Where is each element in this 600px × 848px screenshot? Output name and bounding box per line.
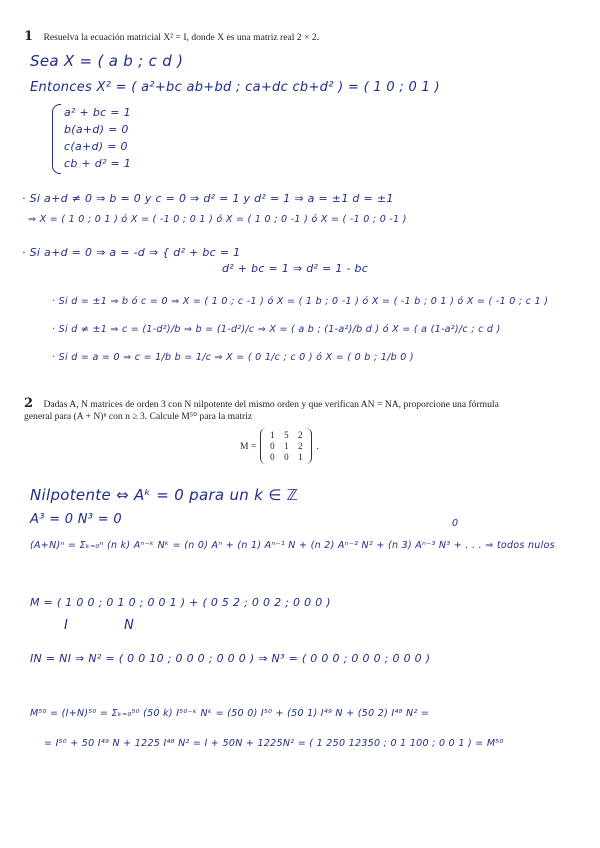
answer1-entonces: Entonces X² = ( a²+bc ab+bd ; ca+dc cb+d² ) = ( 1 0 ; 0 1 ): [30, 80, 440, 95]
answer2-m-split: M = ( 1 0 0 ; 0 1 0 ; 0 0 1 ) + ( 0 5 2 ; 0 0 2 ; 0 0 0 ): [30, 596, 331, 609]
system-eq-2: b(a+d) = 0: [64, 123, 129, 136]
subcase-1: · Si d = ±1 ⇒ b ó c = 0 ⇒ X = ( 1 0 ; c -1 ) ó X = ( 1 b ; 0 -1 ) ó X = ( -1 b ; 0 1 ) ó X = ( -1 0 ; c 1 ): [52, 296, 549, 307]
system-eq-1: a² + bc = 1: [64, 106, 131, 119]
matrix-m-entry: 1: [284, 441, 289, 451]
answer2-label-n: N: [124, 618, 135, 633]
answer1-sea: Sea X = ( a b ; c d ): [30, 52, 184, 70]
answer2-cubes: A³ = 0 N³ = 0: [30, 512, 122, 527]
case2-line1b: d² + bc = 1 ⇒ d² = 1 - bc: [222, 262, 369, 275]
answer2-m50-line2: = I⁵⁰ + 50 I⁴⁹ N + 1225 I⁴⁸ N² = I + 50N + 1225N² = ( 1 250 12350 ; 0 1 100 ; 0 0 1 ) = M⁵⁰: [44, 738, 504, 749]
problem-2-text: Dadas A, N matrices de orden 3 con N nilpotente del mismo orden y que verifican AN = NA, proporcione una fórmula general para (A + N)ⁿ con n ≥ 3. Calcule M⁵⁰ para la matriz: [24, 399, 499, 422]
matrix-m-entry: 2: [298, 441, 303, 451]
problem-1-statement: [24, 31, 524, 44]
problem-2-number: 2: [24, 396, 34, 411]
problem-1-text: Resuelva la ecuación matricial X² = I, donde X es una matriz real 2 × 2.: [43, 32, 320, 43]
matrix-m-entry: 0: [284, 452, 289, 462]
matrix-m-entry: 0: [270, 441, 275, 451]
problem-2-statement: [24, 398, 524, 423]
case1-line2: ⇒ X = ( 1 0 ; 0 1 ) ó X = ( -1 0 ; 0 1 ) ó X = ( 1 0 ; 0 -1 ) ó X = ( -1 0 ; 0 -1 ): [28, 214, 407, 225]
system-eq-3: c(a+d) = 0: [64, 140, 128, 153]
matrix-m-label: M =: [240, 440, 257, 452]
subcase-2: · Si d ≠ ±1 ⇒ c = (1-d²)/b ⇒ b = (1-d²)/c ⇒ X = ( a b ; (1-a²)/b d ) ó X = ( a (1-a²)/c ; c d ): [52, 324, 501, 335]
answer2-label-i: I: [64, 618, 69, 633]
answer2-superscript-zero: 0: [452, 518, 459, 529]
answer2-nilpotente: Nilpotente ⇔ Aᵏ = 0 para un k ∈ ℤ: [30, 486, 299, 504]
system-eq-4: cb + d² = 1: [64, 157, 132, 170]
case2-line1: · Si a+d = 0 ⇒ a = -d ⇒ { d² + bc = 1: [22, 246, 241, 259]
matrix-m-entry: 1: [270, 430, 275, 440]
answer2-binomial: (A+N)ⁿ = Σₖ₌₀ⁿ (n k) Aⁿ⁻ᵏ Nᵏ = (n 0) Aⁿ + (n 1) Aⁿ⁻¹ N + (n 2) Aⁿ⁻² N² + (n 3) Aⁿ⁻³ N³ + . . . ⇒ todos nulos: [30, 540, 555, 551]
matrix-m: [240, 428, 319, 464]
matrix-m-entry: 1: [298, 452, 303, 462]
case1-line1: · Si a+d ≠ 0 ⇒ b = 0 y c = 0 ⇒ d² = 1 y d² = 1 ⇒ a = ±1 d = ±1: [22, 192, 394, 205]
matrix-m-entries: [260, 428, 312, 464]
matrix-m-entry: 2: [298, 430, 303, 440]
matrix-m-entry: 0: [270, 452, 275, 462]
subcase-3: · Si d = a = 0 ⇒ c = 1/b b = 1/c ⇒ X = ( 0 1/c ; c 0 ) ó X = ( 0 b ; 1/b 0 ): [52, 352, 414, 363]
answer2-commute: IN = NI ⇒ N² = ( 0 0 10 ; 0 0 0 ; 0 0 0 ) ⇒ N³ = ( 0 0 0 ; 0 0 0 ; 0 0 0 ): [30, 652, 431, 665]
system-brace: [52, 104, 61, 174]
answer2-m50-line1: M⁵⁰ = (I+N)⁵⁰ = Σₖ₌₀⁵⁰ (50 k) I⁵⁰⁻ᵏ Nᵏ = (50 0) I⁵⁰ + (50 1) I⁴⁹ N + (50 2) I⁴⁸ N² =: [30, 708, 430, 719]
matrix-m-entry: 5: [284, 430, 289, 440]
matrix-m-period: .: [316, 440, 319, 452]
problem-1-number: 1: [24, 29, 34, 44]
